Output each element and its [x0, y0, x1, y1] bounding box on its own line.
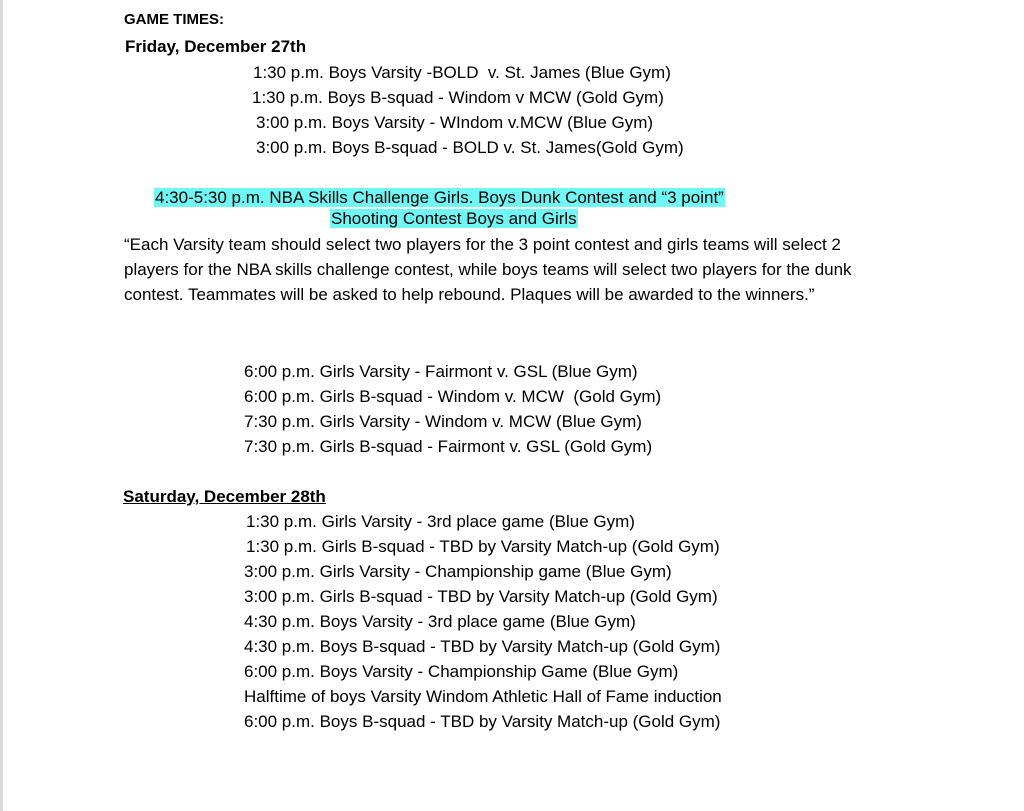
document-title: GAME TIMES:	[124, 11, 224, 28]
friday-evening-game-line: 7:30 p.m. Girls Varsity - Windom v. MCW (Blue Gym)	[244, 412, 642, 431]
saturday-game-line: 3:00 p.m. Girls Varsity - Championship game (Blue Gym)	[244, 562, 672, 581]
friday-evening-game-line: 7:30 p.m. Girls B-squad - Fairmont v. GSL (Gold Gym)	[244, 437, 653, 456]
friday-game-line: 3:00 p.m. Boys B-squad - BOLD v. St. James(Gold Gym)	[256, 138, 684, 157]
saturday-heading: Saturday, December 28th	[123, 487, 326, 506]
friday-game-line: 1:30 p.m. Boys B-squad - Windom v MCW (Gold Gym)	[252, 88, 664, 107]
hall-of-fame-note: Halftime of boys Varsity Windom Athletic Hall of Fame induction	[244, 687, 722, 706]
saturday-game-line: 6:00 p.m. Boys B-squad - TBD by Varsity Match-up (Gold Gym)	[244, 712, 721, 731]
saturday-game-line: 6:00 p.m. Boys Varsity - Championship Game (Blue Gym)	[244, 662, 679, 681]
friday-evening-game-line: 6:00 p.m. Girls Varsity - Fairmont v. GSL (Blue Gym)	[244, 362, 638, 381]
skills-highlight-line-2	[330, 207, 578, 231]
saturday-game-line: 4:30 p.m. Boys B-squad - TBD by Varsity Match-up (Gold Gym)	[244, 637, 721, 656]
saturday-game-line: 1:30 p.m. Girls Varsity - 3rd place game (Blue Gym)	[246, 512, 635, 531]
saturday-game-line: 1:30 p.m. Girls B-squad - TBD by Varsity Match-up (Gold Gym)	[246, 537, 720, 556]
friday-heading: Friday, December 27th	[125, 37, 307, 56]
friday-game-line: 1:30 p.m. Boys Varsity -BOLD v. St. James (Blue Gym)	[253, 63, 671, 82]
saturday-game-line: 3:00 p.m. Girls B-squad - TBD by Varsity Match-up (Gold Gym)	[244, 587, 718, 606]
friday-game-line: 3:00 p.m. Boys Varsity - WIndom v.MCW (Blue Gym)	[256, 113, 654, 132]
contest-description-paragraph: “Each Varsity team should select two players for the 3 point contest and girls teams will select 2 players for the NBA skills challenge contest, while boys teams will select two players for the dunk contest. Teammates will be asked to help rebound. Plaques will be awarded to the winners.”	[124, 235, 852, 304]
saturday-game-line: 4:30 p.m. Boys Varsity - 3rd place game (Blue Gym)	[244, 612, 636, 631]
friday-evening-game-line: 6:00 p.m. Girls B-squad - Windom v. MCW (Gold Gym)	[244, 387, 662, 406]
highlight-text: Shooting Contest Boys and Girls	[331, 209, 577, 228]
highlight-text: 4:30-5:30 p.m. NBA Skills Challenge Girls. Boys Dunk Contest and “3 point”	[155, 188, 724, 207]
